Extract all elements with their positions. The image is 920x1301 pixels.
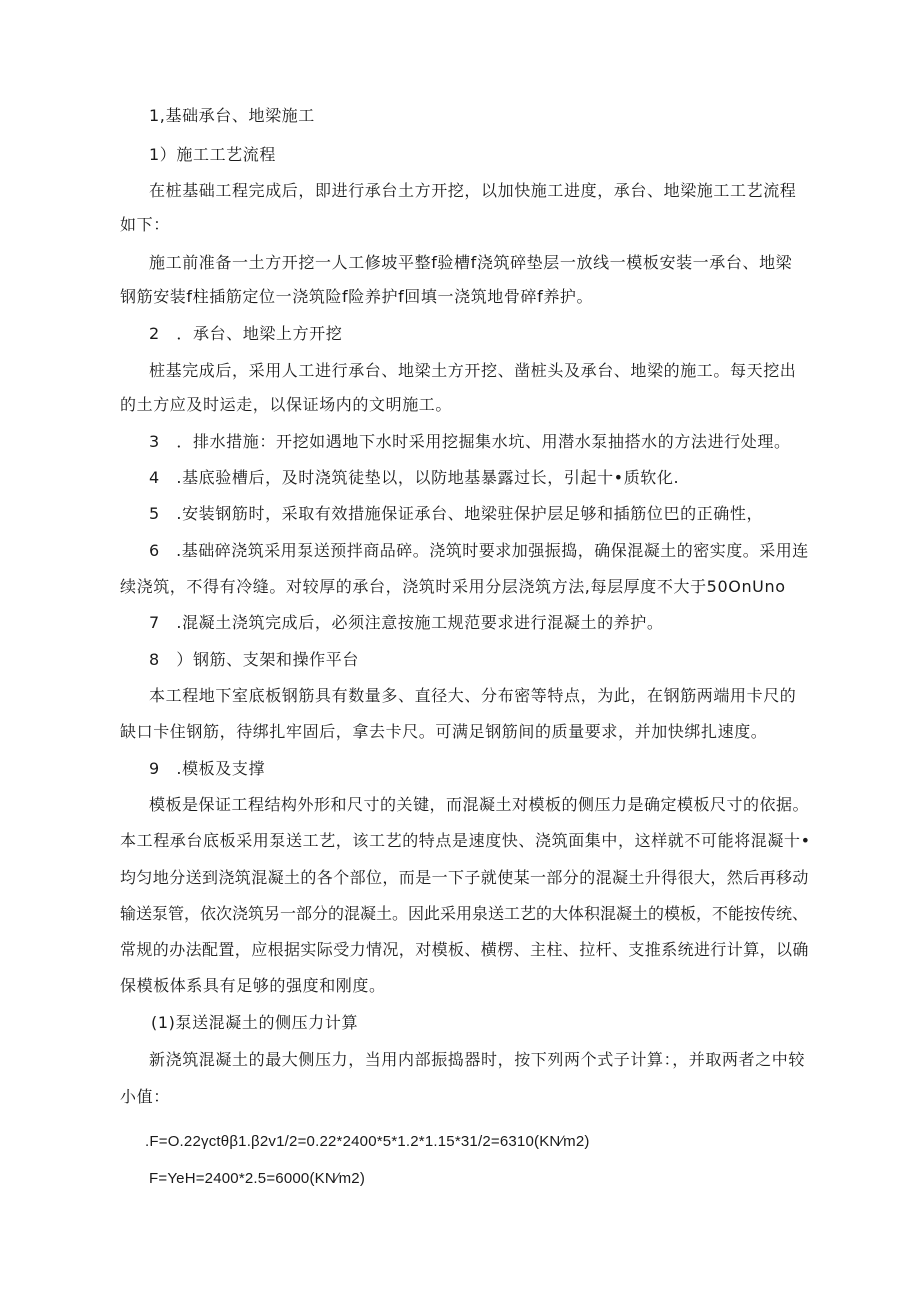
paragraph-line: 如下： — [120, 215, 170, 234]
paragraph-line: 施工前准备一土方开挖一人工修坡平整f验槽f浇筑碎垫层一放线一模板安装一承台、地梁 — [149, 253, 793, 272]
paragraph-line: 保模板体系具有足够的强度和刚度。 — [120, 976, 386, 995]
heading-item-2: 2 ．承台、地梁上方开挖 — [149, 324, 343, 343]
list-item-5: 5 .安装钢筋时，采取有效措施保证承台、地梁驻保护层足够和插筋位巴的正确性， — [149, 504, 764, 523]
paragraph-line: 在桩基础工程完成后，即进行承台土方开挖，以加快施工进度，承台、地梁施工工艺流程 — [149, 181, 797, 200]
paragraph-line: 输送泵管，依次浇筑另一部分的混凝土。因此采用泉送工艺的大体积混凝土的模板，不能按传统、 — [120, 904, 809, 923]
paragraph-line: 桩基完成后，采用人工进行承台、地梁土方开挖、凿桩头及承台、地梁的施工。每天挖出 — [149, 361, 797, 380]
list-item-6: 6 .基础碎浇筑采用泵送预拌商品碎。浇筑时要求加强振捣，确保混凝土的密实度。采用连 — [149, 541, 809, 560]
paragraph-line: 均匀地分送到浇筑混凝土的各个部位，而是一下子就使某一部分的混凝土升得很大，然后再移动 — [120, 868, 809, 887]
list-item-4: 4 .基底验槽后，及时浇筑徒垫以，以防地基暴露过长，引起十•质软化. — [149, 468, 680, 487]
formula-2: F=YeH=2400*2.5=6000(KN∕m2) — [149, 1170, 366, 1187]
paragraph-line: 小值： — [120, 1087, 170, 1106]
paragraph-line: 本工程承台底板采用泵送工艺，该工艺的特点是速度快、浇筑面集中，这样就不可能将混凝十• — [120, 831, 811, 850]
subheading-process-flow: 1）施工工艺流程 — [149, 145, 276, 164]
list-item-7: 7 .混凝土浇筑完成后，必须注意按施工规范要求进行混凝土的养护。 — [149, 613, 664, 632]
heading-item-8: 8 ）钢筋、支架和操作平台 — [149, 650, 359, 669]
paragraph-line: 缺口卡住钢筋，待绑扎牢固后，拿去卡尺。可满足钢筋间的质量要求，并加快绑扎速度。 — [120, 722, 768, 741]
heading-item-9: 9 .模板及支撑 — [149, 759, 266, 778]
subheading-side-pressure: (1)泵送混凝土的侧压力计算 — [151, 1013, 359, 1032]
paragraph-line: 的土方应及时运走，以保证场内的文明施工。 — [120, 395, 453, 414]
paragraph-line: 新浇筑混凝土的最大侧压力，当用内部振捣器时，按下列两个式子计算：，并取两者之中较 — [149, 1050, 806, 1069]
paragraph-line: 钢筋安装f柱插筋定位一浇筑险f险养护f回填一浇筑地骨碎f养护。 — [120, 287, 594, 306]
list-item-3: 3 ．排水措施：开挖如遇地下水时采用挖掘集水坑、用潜水泵抽搭水的方法进行处理。 — [149, 432, 791, 451]
heading-section-1: 1,基础承台、地梁施工 — [149, 106, 315, 125]
paragraph-line: 本工程地下室底板钢筋具有数量多、直径大、分布密等特点，为此，在钢筋两端用卡尺的 — [149, 686, 797, 705]
paragraph-line: 模板是保证工程结构外形和尺寸的关键，而混凝土对模板的侧压力是确定模板尺寸的依据。 — [149, 795, 810, 814]
paragraph-line: 续浇筑，不得有冷缝。对较厚的承台，浇筑时采用分层浇筑方法,每层厚度不大于50OnUno — [120, 577, 786, 596]
formula-1: .F=O.22γctθβ1.β2v1/2=0.22*2400*5*1.2*1.15*31/2=6310(KN∕m2) — [145, 1133, 590, 1150]
paragraph-line: 常规的办法配置，应根据实际受力情况，对模板、横楞、主柱、拉杆、支推系统进行计算，以确 — [120, 940, 809, 959]
